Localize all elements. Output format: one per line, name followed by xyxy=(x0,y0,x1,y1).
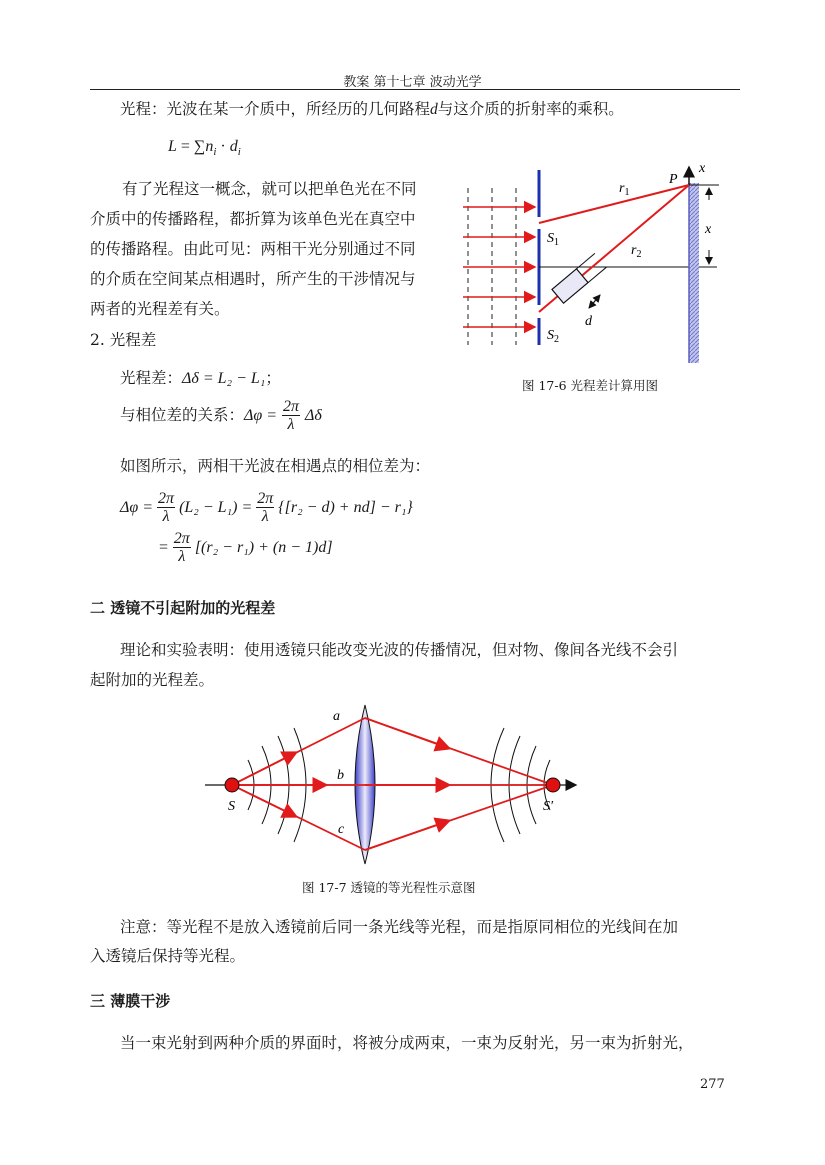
label-d: d xyxy=(585,314,592,329)
intro-line-5: 两者的光程差有关。 xyxy=(90,300,230,318)
source-point-S xyxy=(225,778,239,792)
figure-reference-text: 如图所示，两相干光波在相遇点的相位差为： xyxy=(120,457,431,475)
incident-rays xyxy=(463,207,535,327)
page-number: 277 xyxy=(700,1077,725,1092)
lens-paragraph-line-1: 理论和实验表明：使用透镜只能改变光波的传播情况，但对物、像间各光线不会引 xyxy=(120,641,679,659)
phase-difference-equation-line-2: = $\frac{2\pi}{\lambda}$ [(r₂ − r₁) + (n − 1)d] xyxy=(158,530,333,565)
label-P: P xyxy=(669,172,678,187)
label-c: c xyxy=(338,822,345,837)
image-point-S-prime xyxy=(546,778,560,792)
label-r2: $r_2$ xyxy=(631,243,642,260)
label-a: a xyxy=(333,709,340,724)
header-rule xyxy=(90,89,740,90)
lens-paragraph-line-2: 起附加的光程差。 xyxy=(90,671,215,689)
observation-screen xyxy=(689,183,699,363)
label-S-prime: S′ xyxy=(543,799,554,814)
intro-line-2: 介质中的传播路程，都折算为该单色光在真空中 xyxy=(90,210,416,228)
intro-line-1: 有了光程这一概念，就可以把单色光在不同 xyxy=(122,180,417,198)
label-b: b xyxy=(337,768,344,783)
intro-line-4: 的介质在空间某点相遇时，所产生的干涉情况与 xyxy=(90,270,416,288)
label-S2: $S_2$ xyxy=(547,328,559,345)
thin-film-paragraph: 当一束光射到两种介质的界面时，将被分成两束，一束为反射光，另一束为折射光， xyxy=(120,1034,694,1052)
note-line-1: 注意：等光程不是放入透镜前后同一条光线等光程，而是指原同相位的光线间在加 xyxy=(120,918,679,936)
section-three-heading: 三 薄膜干涉 xyxy=(90,992,171,1010)
label-x-axis: x xyxy=(699,161,706,176)
section-two-heading: 二 透镜不引起附加的光程差 xyxy=(90,599,276,617)
note-line-2: 入透镜后保持等光程。 xyxy=(90,947,246,965)
figure-17-6-caption: 图 17-6 光程差计算用图 xyxy=(522,378,659,393)
label-S: S xyxy=(228,799,235,814)
label-S1: $S_1$ xyxy=(547,231,559,248)
lens-equal-path-figure xyxy=(200,700,600,868)
phase-difference-equation-line-1: Δφ = $\frac{2\pi}{\lambda}$ (L₂ − L₁) = $\frac{2\pi}{\lambda}$ {[r₂ − d) + nd] − r₁} xyxy=(120,490,413,525)
label-x-distance: x xyxy=(705,222,712,237)
section-2-heading: 2. 光程差 xyxy=(90,331,157,349)
running-header: 教案 第十七章 波动光学 xyxy=(343,75,482,90)
path-difference-line: 光程差：Δδ = L₂ − L₁； xyxy=(120,369,281,387)
optical-path-figure xyxy=(455,155,755,370)
optical-path-equation: $L = \sum n_i \cdot d_i$ xyxy=(168,138,241,159)
label-r1: $r_1$ xyxy=(619,181,630,198)
intro-line-3: 的传播路程。由此可见：两相干光分别通过不同 xyxy=(90,240,416,258)
figure-17-7-caption: 图 17-7 透镜的等光程性示意图 xyxy=(302,880,476,895)
optical-path-definition: 光程：光波在某一介质中，所经历的几何路程d与这介质的折射率的乘积。 xyxy=(120,100,624,118)
phase-relation-line: 与相位差的关系：Δφ = $\frac{2\pi}{\lambda}$ Δδ xyxy=(120,398,322,433)
